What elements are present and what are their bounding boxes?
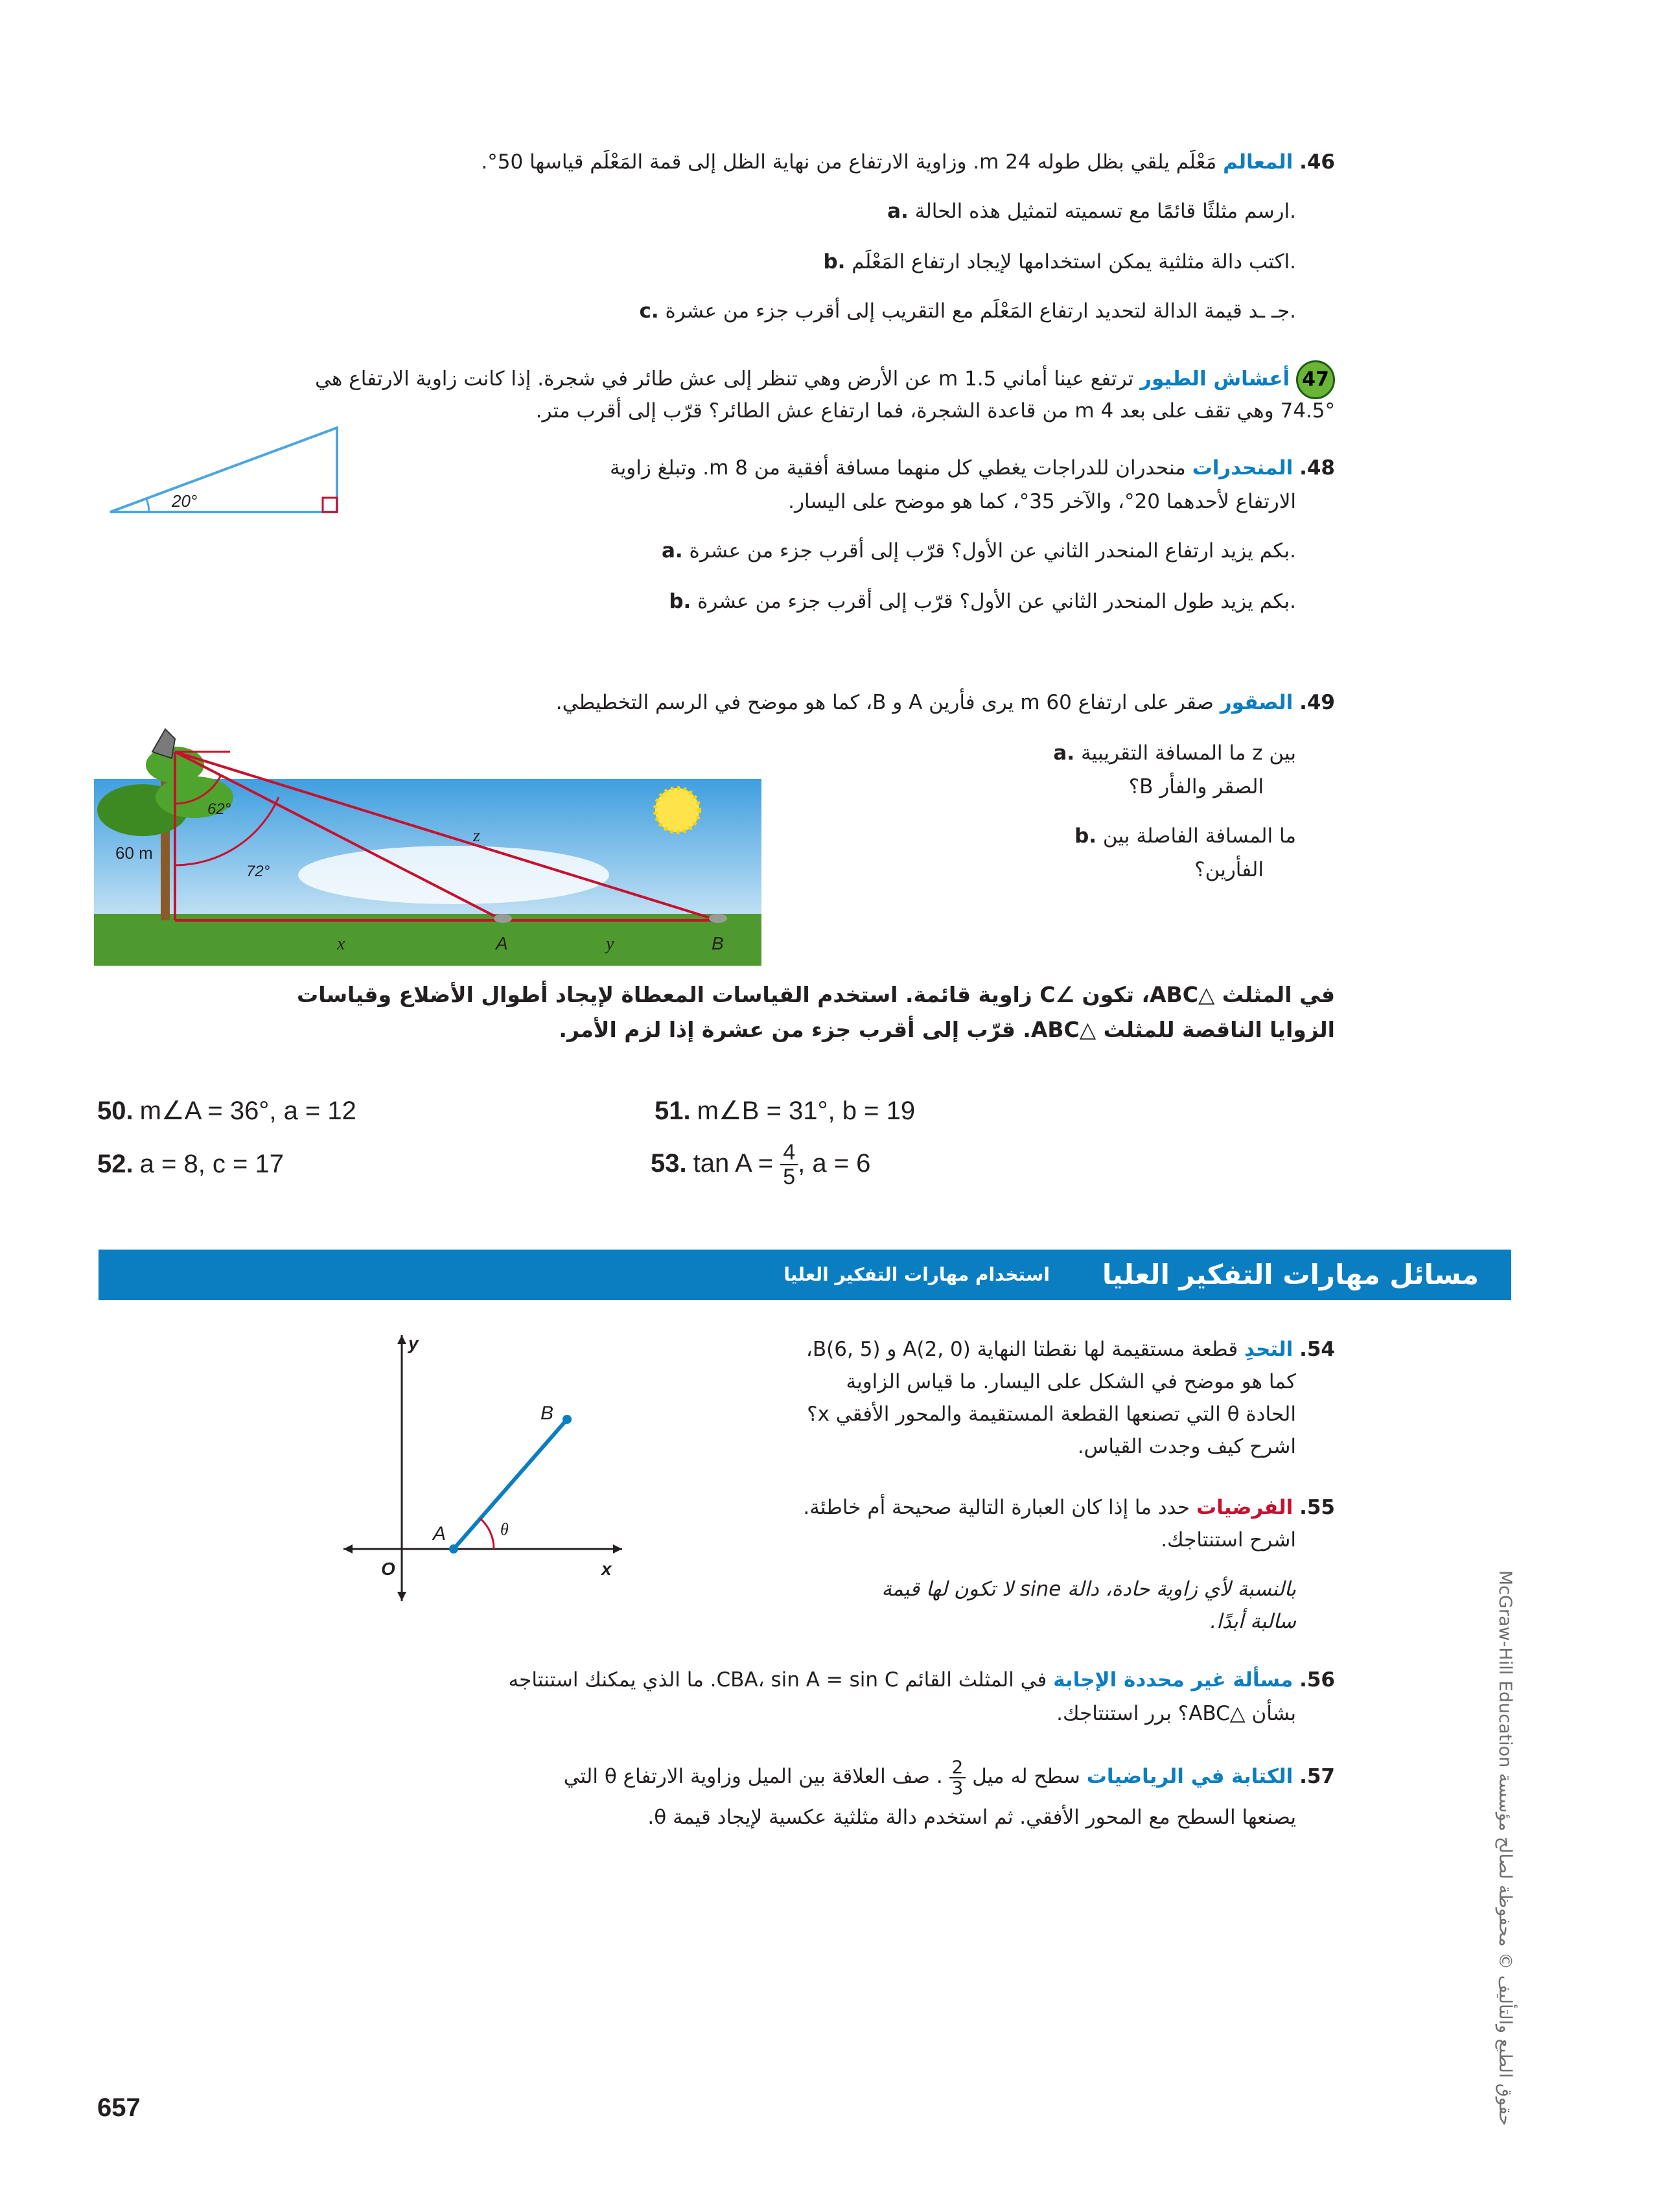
part-text: بكم يزيد ارتفاع المنحدر الثاني عن الأول؟ قرّب إلى أقرب جزء من عشرة. <box>689 539 1296 563</box>
problem-49-b-cont <box>1194 852 1264 888</box>
exercise-text: a = 8, c = 17 <box>139 1150 284 1178</box>
problem-text: سطح له ميل <box>972 1765 1080 1788</box>
part-text: اكتب دالة مثلثية يمكن استخدامها لإيجاد ارتفاع المَعْلَم. <box>852 250 1296 274</box>
instructions-line1: في المثلث △ABC، تكون ∠C زاوية قائمة. استخدم القياسات المعطاة لإيجاد أطوال الأضلاع وقياسات <box>297 982 1335 1007</box>
denominator: 5 <box>783 1165 796 1190</box>
exercise-text: tan A = <box>693 1149 774 1178</box>
part-letter: a. <box>1053 741 1075 765</box>
problem-number: 48. <box>1299 456 1335 480</box>
y-label: y <box>606 934 614 954</box>
part-text: الصقر والفأر B؟ <box>1128 775 1264 798</box>
problem-keyword: الصقور <box>1220 691 1294 714</box>
exercise-text: m∠A = 36°, a = 12 <box>139 1097 356 1125</box>
theta-label: θ <box>500 1520 509 1539</box>
problem-55-line1 <box>803 1489 1335 1526</box>
problem-text: 74.5° وهي تقف على بعد 4 m من قاعدة الشجرة، فما ارتفاع عش الطائر؟ قرّب إلى أقرب متر. <box>535 399 1335 423</box>
coordinate-graph <box>337 1322 635 1607</box>
problem-49-a-cont <box>1129 769 1264 805</box>
y-axis-label: y <box>408 1333 419 1353</box>
part-text: ما المسافة التقريبية z بين <box>1080 741 1296 765</box>
problem-text: الارتفاع لأحدهما 20°، والآخر 35°، كما هو موضح على اليسار. <box>788 490 1296 513</box>
part-letter: c. <box>639 299 659 323</box>
x-label: x <box>337 934 345 954</box>
problem-49-a <box>1053 735 1296 771</box>
part-letter: a. <box>887 200 909 223</box>
problem-55-quote2: سالبة أبدًا. <box>1210 1610 1296 1633</box>
problem-55-line2: اشرح استنتاجك. <box>1161 1528 1296 1552</box>
problem-54-line2: كما هو موضح في الشكل على اليسار. ما قياس الزاوية <box>846 1370 1296 1393</box>
copyright-side-text: حقوق الطبع والتأليف © محفوظة لصالح مؤسسة McGraw-Hill Education <box>1495 1570 1515 2126</box>
angle-72-label: 72° <box>246 863 270 880</box>
problem-46-a <box>887 193 1296 229</box>
point-B <box>563 1415 572 1424</box>
B-label: B <box>540 1403 554 1424</box>
part-letter: b. <box>823 250 846 274</box>
problem-46 <box>481 144 1335 180</box>
problem-keyword: التحدِ <box>1244 1338 1294 1361</box>
problem-number: 54. <box>1299 1338 1335 1361</box>
problem-48-line1 <box>610 450 1335 486</box>
problem-56-line1 <box>509 1662 1335 1698</box>
theta-arc <box>480 1519 494 1549</box>
problem-number: 57. <box>1299 1765 1335 1788</box>
problem-keyword: الفرضيات <box>1196 1496 1294 1519</box>
exercise-52 <box>97 1146 284 1182</box>
point-A <box>449 1544 458 1554</box>
height-label: 60 m <box>115 843 153 863</box>
problem-text: حدد ما إذا كان العبارة التالية صحيحة أم خاطئة. <box>803 1496 1190 1519</box>
page-number: 657 <box>97 2093 141 2122</box>
part-text: ارسم مثلثًا قائمًا مع تسميته لتمثيل هذه الحالة. <box>914 200 1296 223</box>
instructions-line2: الزوايا الناقصة للمثلث △ABC. قرّب إلى أقرب جزء من عشرة إذا لزم الأمر. <box>559 1017 1335 1042</box>
ramp-angle-label: 20° <box>172 491 198 511</box>
problem-text: ترتفع عينا أماني 1.5 m عن الأرض وهي تنظر إلى عش طائر في شجرة. إذا كانت زاوية الارتفاع هي <box>315 367 1134 391</box>
problem-54-line4: اشرح كيف وجدت القياس. <box>1077 1435 1296 1458</box>
A-label: A <box>433 1523 447 1544</box>
part-text: بكم يزيد طول المنحدر الثاني عن الأول؟ قرّب إلى أقرب جزء من عشرة. <box>697 590 1296 613</box>
fraction <box>780 1141 798 1189</box>
z-label: z <box>473 826 480 846</box>
exercise-number: 52. <box>97 1150 133 1178</box>
problem-text: . صف العلاقة بين الميل وزاوية الارتفاع θ التي <box>563 1765 943 1788</box>
x-axis-arrow-left <box>343 1544 353 1554</box>
banner-subtitle: استخدام مهارات التفكير العليا <box>783 1264 1050 1285</box>
exercise-51 <box>655 1093 915 1129</box>
mouse-B <box>709 914 727 923</box>
problem-keyword: الكتابة في الرياضيات <box>1086 1765 1294 1788</box>
right-angle-mark <box>323 498 337 512</box>
x-axis-arrow-right <box>613 1544 622 1554</box>
problem-48-line2 <box>788 483 1296 520</box>
hots-banner <box>99 1250 1511 1300</box>
problem-57-line2: يصنعها السطح مع المحور الأفقي. ثم استخدم دالة مثلثية عكسية لإيجاد قيمة θ. <box>647 1806 1296 1829</box>
problem-keyword: أعشاش الطيور <box>1140 367 1290 391</box>
problem-keyword: المنحدرات <box>1192 456 1294 480</box>
problem-54-line1 <box>806 1331 1335 1368</box>
exercise-53 <box>651 1134 870 1193</box>
problem-keyword: مسألة غير محددة الإجابة <box>1053 1668 1294 1692</box>
problem-48-b <box>669 583 1296 620</box>
angle-arc <box>146 499 149 512</box>
problem-text: قطعة مستقيمة لها نقطتا النهاية A(2, 0) و B(6, 5)، <box>806 1338 1238 1361</box>
problem-number: 56. <box>1299 1668 1335 1692</box>
problem-49 <box>556 684 1335 721</box>
problem-48-a <box>662 533 1296 569</box>
problem-54-line3: الحادة θ التي تصنعها القطعة المستقيمة والمحور الأفقي x؟ <box>807 1403 1296 1426</box>
problem-57-line1 <box>564 1754 1335 1799</box>
problem-47-line2 <box>536 393 1335 429</box>
problem-text: صقر على ارتفاع 60 m يرى فأرين A و B، كما هو موضح في الرسم التخطيطي. <box>555 691 1214 714</box>
part-text: ما المسافة الفاصلة بين <box>1102 824 1296 848</box>
ramp-triangle <box>110 428 337 512</box>
mouse-A <box>494 914 512 923</box>
problem-text: في المثلث القائم CBA، sin A = sin C. ما الذي يمكنك استنتاجه <box>508 1668 1047 1692</box>
exercise-number: 53. <box>651 1149 687 1178</box>
ramp-figure <box>104 421 350 518</box>
problem-46-c <box>640 293 1296 329</box>
problem-number: 46. <box>1299 150 1335 174</box>
problem-56-line2: بشأن △ABC؟ برر استنتاجك. <box>1056 1702 1296 1725</box>
segment-AB <box>454 1419 567 1549</box>
part-letter: b. <box>1074 824 1097 848</box>
origin-label: O <box>381 1559 395 1579</box>
exercise-number: 50. <box>97 1097 133 1125</box>
problem-text: مَعْلَم يلقي بظل طوله 24 m. وزاوية الارتفاع من نهاية الظل إلى قمة المَعْلَم قياسها 50°. <box>481 150 1217 174</box>
numerator: 4 <box>780 1141 798 1165</box>
numerator: 2 <box>949 1758 966 1778</box>
B-label: B <box>712 933 724 953</box>
part-text: جـ ـد قيمة الدالة لتحديد ارتفاع المَعْلَم مع التقريب إلى أقرب جزء من عشرة. <box>665 299 1296 323</box>
problem-number: 49. <box>1299 691 1335 714</box>
sun-icon <box>655 788 699 832</box>
problem-number-badge: 47 <box>1296 360 1335 399</box>
hawk-diagram <box>91 726 765 972</box>
y-axis-arrow-up <box>397 1335 406 1344</box>
problem-keyword: المعالم <box>1223 150 1294 174</box>
A-label: A <box>496 933 508 953</box>
banner-title: مسائل مهارات التفكير العليا <box>1102 1259 1479 1290</box>
problem-46-b <box>823 244 1296 280</box>
part-text: الفأرين؟ <box>1194 858 1264 881</box>
angle-62-label: 62° <box>207 800 231 818</box>
fraction <box>949 1758 966 1798</box>
exercise-text: m∠B = 31°, b = 19 <box>697 1097 916 1125</box>
part-letter: b. <box>669 590 691 613</box>
y-axis-arrow-down <box>397 1592 406 1601</box>
part-letter: a. <box>661 539 683 563</box>
exercise-text: , a = 6 <box>798 1149 871 1178</box>
x-axis-label: x <box>601 1559 612 1579</box>
problem-number: 55. <box>1299 1496 1335 1519</box>
problem-49-b <box>1074 818 1296 854</box>
denominator: 3 <box>951 1776 964 1799</box>
exercise-number: 51. <box>655 1097 691 1125</box>
exercise-50 <box>97 1093 356 1129</box>
problem-55-quote1: بالنسبة لأي زاوية حادة، دالة sine لا تكون لها قيمة <box>881 1578 1296 1601</box>
problem-text: منحدران للدراجات يغطي كل منهما مسافة أفقية من 8 m. وتبلغ زاوية <box>609 456 1186 480</box>
